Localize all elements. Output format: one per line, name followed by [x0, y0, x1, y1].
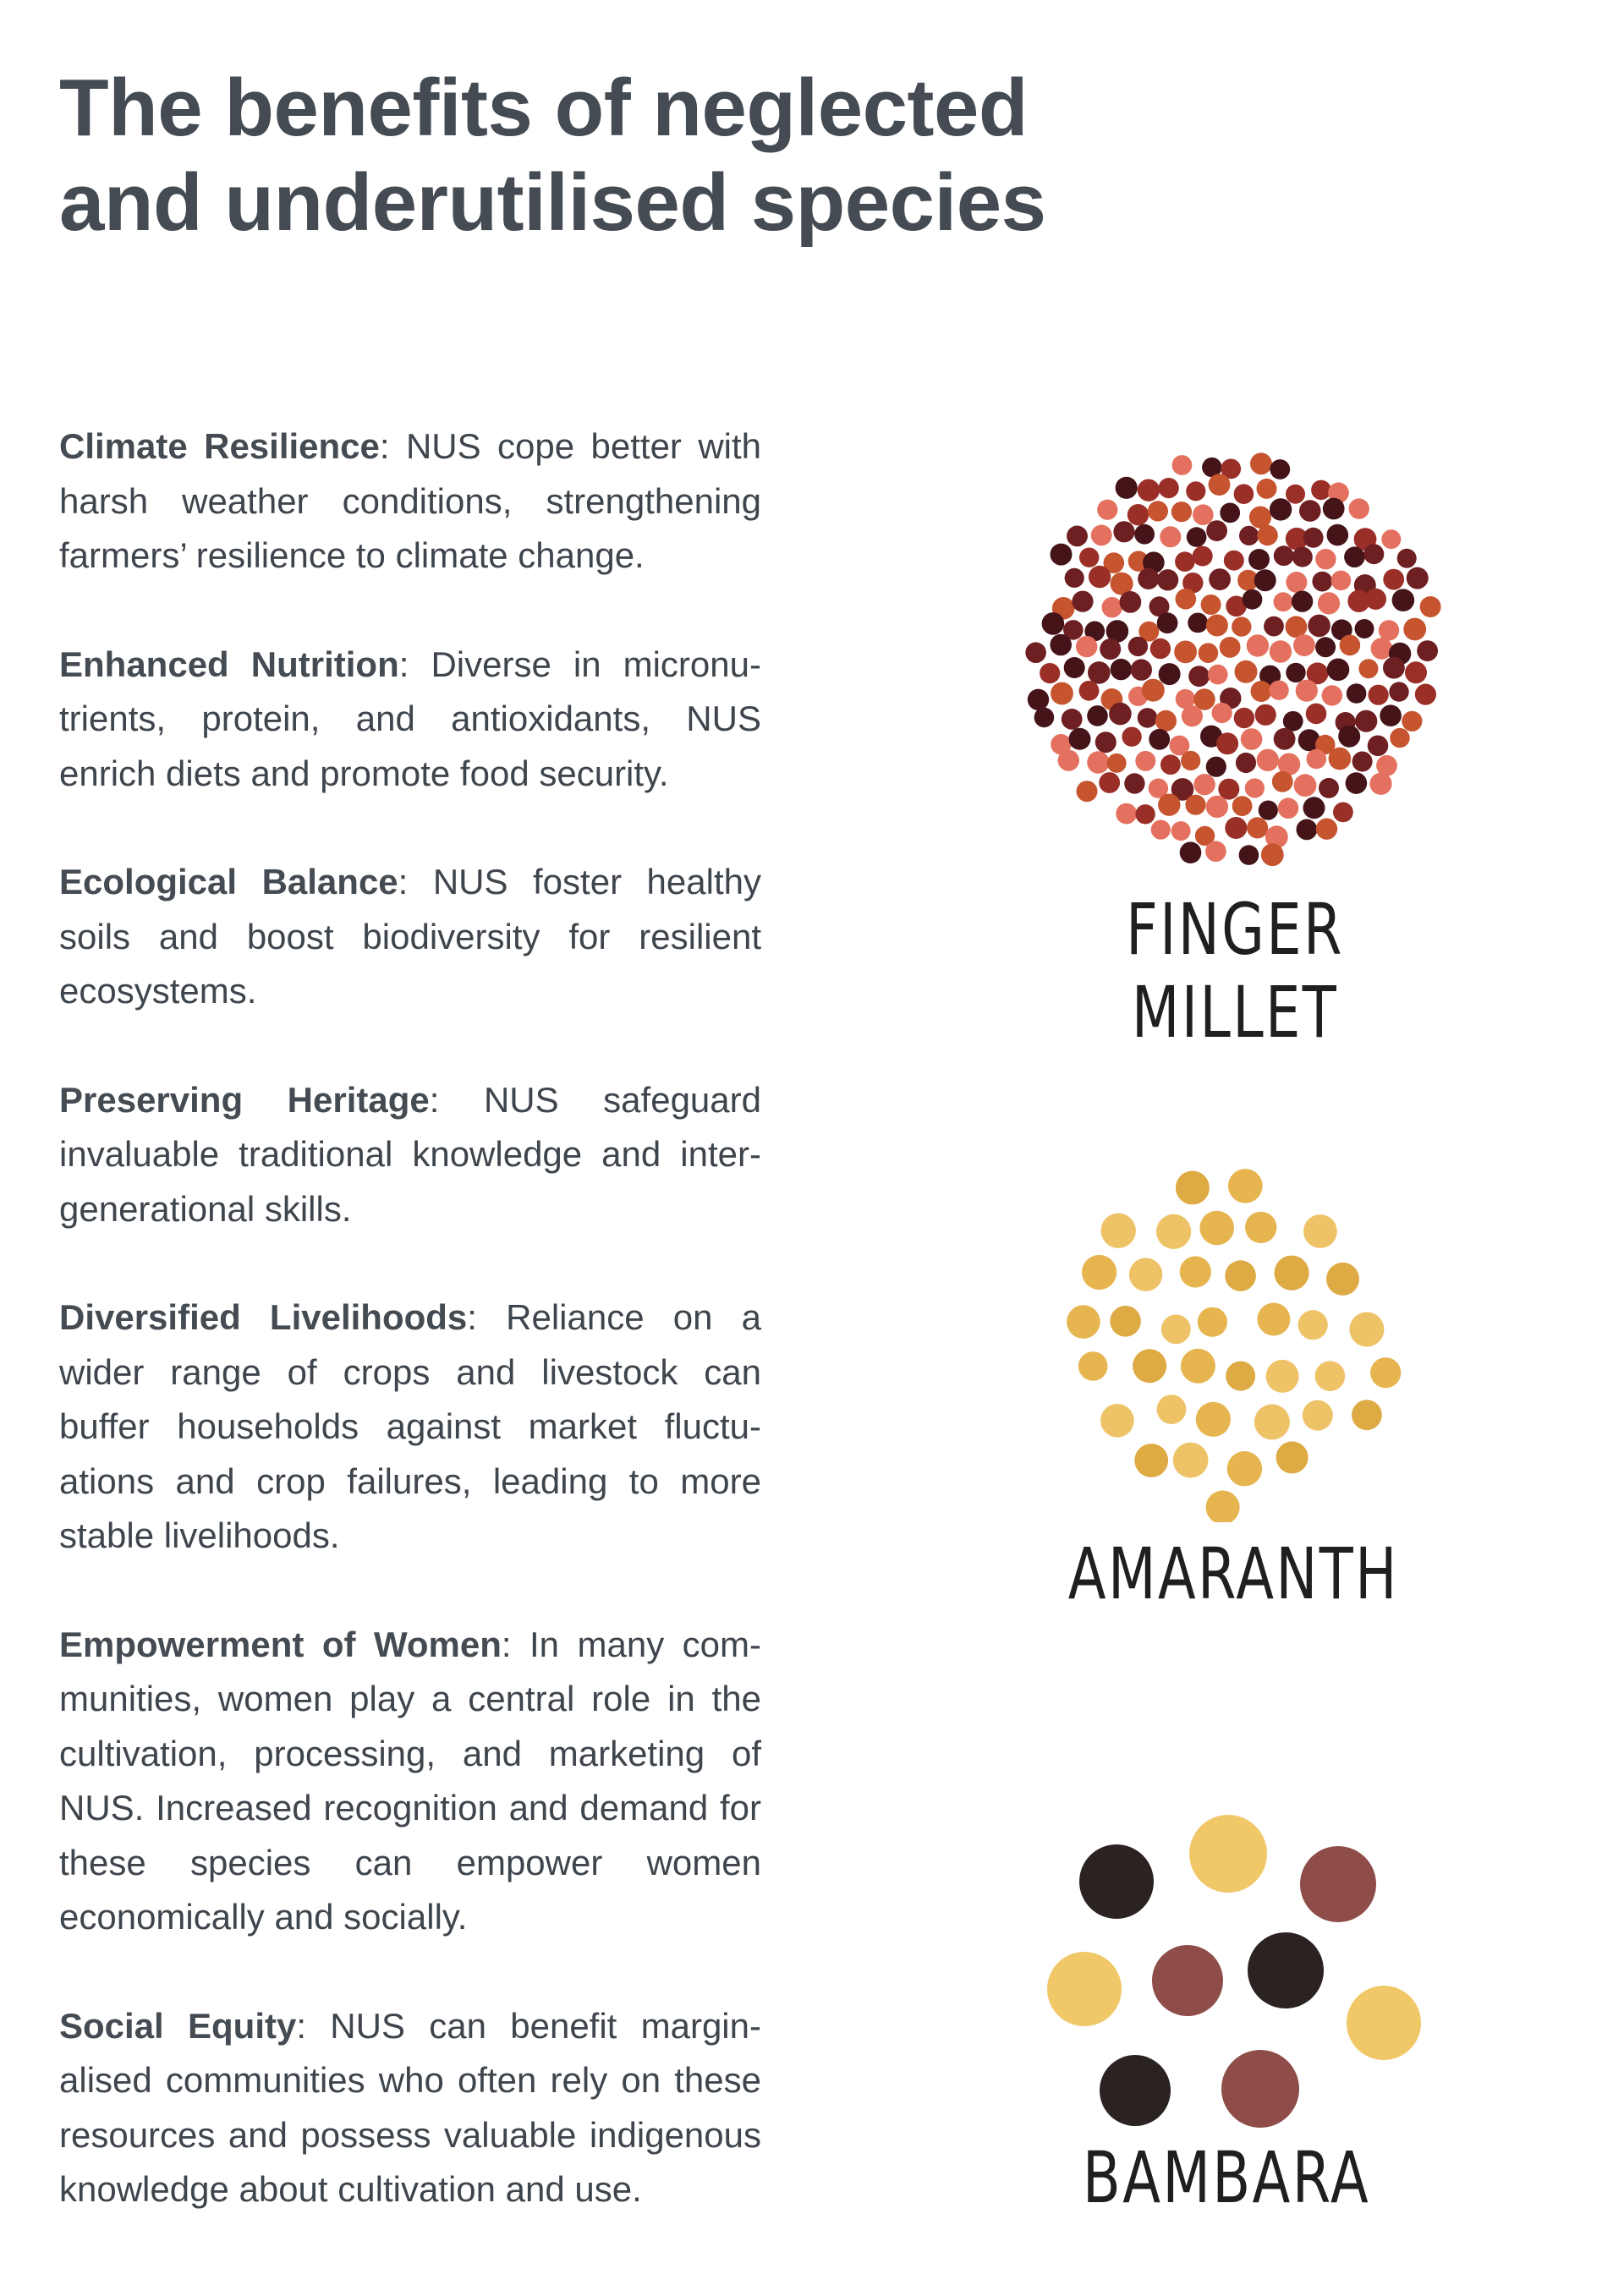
millet-seed [1193, 546, 1213, 567]
crop-label-finger-millet: FINGER MILLET [1126, 888, 1344, 1054]
bambara-bean [1221, 2050, 1299, 2128]
millet-seed [1102, 597, 1122, 617]
amaranth-seed [1315, 1361, 1346, 1391]
millet-seed [1257, 525, 1277, 545]
finger-millet-seeds-illustration [998, 440, 1472, 879]
millet-seed [1333, 803, 1353, 823]
amaranth-seed [1228, 1169, 1263, 1203]
millet-seed [1051, 544, 1073, 566]
millet-seed [1079, 681, 1100, 701]
bambara-beans-illustration [1032, 1801, 1421, 2131]
millet-seed [1296, 680, 1318, 702]
millet-seed [1380, 704, 1402, 726]
bambara-bean [1079, 1844, 1154, 1919]
benefit-preserving-heritage [59, 1073, 761, 1237]
millet-seed [1319, 778, 1339, 798]
millet-seed [1186, 481, 1205, 501]
amaranth-seed [1161, 1314, 1191, 1344]
millet-seed [1278, 797, 1299, 819]
amaranth-seed [1100, 1404, 1134, 1438]
millet-seed [1158, 794, 1180, 816]
millet-seed [1417, 640, 1438, 661]
millet-seed [1365, 589, 1386, 610]
millet-seed [1323, 498, 1345, 520]
millet-seed [1148, 501, 1168, 521]
millet-seed [1201, 595, 1221, 615]
bambara-bean [1347, 1986, 1421, 2060]
millet-seed [1160, 526, 1181, 547]
millet-seed [1088, 661, 1111, 684]
millet-seed [1303, 528, 1324, 548]
millet-seed [1065, 568, 1084, 588]
millet-seed [1415, 684, 1436, 705]
millet-seed [1188, 613, 1208, 633]
millet-seed [1155, 710, 1177, 732]
millet-seed [1245, 778, 1265, 797]
millet-seed [1235, 660, 1258, 683]
millet-seed [1151, 820, 1171, 840]
millet-seed [1286, 485, 1305, 504]
millet-seed [1193, 504, 1214, 525]
millet-seed [1243, 589, 1263, 610]
crop-amaranth [1023, 1167, 1429, 1615]
crop-finger-millet [998, 440, 1472, 1054]
millet-seed [1407, 567, 1429, 589]
millet-seed [1122, 727, 1141, 747]
benefit-heading: Climate Resilience [59, 426, 380, 466]
millet-seed [1329, 748, 1352, 770]
millet-seed [1138, 568, 1159, 589]
millet-seed [1294, 774, 1317, 797]
amaranth-seed [1370, 1357, 1401, 1388]
millet-seed [1128, 637, 1148, 656]
millet-seed [1180, 841, 1202, 863]
millet-seed [1100, 638, 1121, 660]
bambara-bean [1100, 2055, 1171, 2126]
millet-seed [1069, 728, 1091, 750]
amaranth-seed [1101, 1214, 1136, 1248]
benefit-heading: Ecological Balance [59, 862, 398, 901]
millet-seed [1368, 736, 1389, 757]
millet-seed [1402, 711, 1422, 732]
amaranth-seed [1133, 1349, 1166, 1383]
millet-seed [1269, 681, 1288, 700]
amaranth-seed [1303, 1400, 1333, 1431]
amaranth-seed [1173, 1443, 1209, 1478]
millet-seed [1346, 772, 1368, 794]
millet-seed [1127, 504, 1149, 525]
millet-seed [1299, 500, 1321, 522]
millet-seed [1107, 753, 1127, 773]
amaranth-seed [1276, 1441, 1309, 1473]
amaranth-seed [1275, 1256, 1309, 1290]
millet-seed [1331, 571, 1352, 591]
millet-seed [1239, 526, 1259, 545]
amaranth-seed [1245, 1212, 1276, 1243]
crop-label-amaranth: AMARANTH [1067, 1532, 1399, 1615]
millet-seed [1209, 568, 1231, 590]
millet-seed [1355, 619, 1374, 638]
millet-seed [1076, 636, 1097, 657]
millet-seed [1149, 729, 1170, 750]
millet-seed [1206, 520, 1227, 541]
millet-seed [1095, 732, 1116, 753]
millet-seed [1257, 749, 1279, 771]
millet-seed [1308, 615, 1330, 638]
millet-seed [1248, 549, 1270, 570]
millet-seed [1124, 773, 1144, 793]
millet-seed [1157, 612, 1178, 633]
millet-seed [1172, 455, 1193, 475]
millet-seed [1349, 498, 1369, 518]
millet-seed [1272, 771, 1293, 792]
millet-seed [1206, 796, 1228, 818]
amaranth-seed [1067, 1305, 1100, 1339]
millet-seed [1270, 459, 1290, 479]
millet-seed [1292, 591, 1313, 612]
amaranth-seed [1352, 1400, 1382, 1430]
millet-seed [1261, 843, 1284, 866]
millet-seed [1028, 689, 1049, 710]
millet-seed [1120, 591, 1142, 613]
millet-seed [1292, 547, 1313, 567]
millet-seed [1358, 659, 1378, 678]
millet-seed [1131, 659, 1152, 680]
millet-seed [1241, 728, 1263, 750]
benefit-text: : Diverse in micronu-trients, protein, and antioxidants, NUS enrich diets and promote food security. [59, 644, 761, 793]
millet-seed [1315, 637, 1336, 657]
bambara-bean [1300, 1846, 1376, 1922]
millet-seed [1264, 616, 1284, 637]
millet-seed [1062, 709, 1083, 730]
amaranth-seed [1254, 1405, 1290, 1440]
millet-seed [1077, 781, 1098, 802]
millet-seed [1174, 641, 1197, 664]
millet-seed [1239, 845, 1259, 865]
millet-seed [1067, 526, 1088, 547]
millet-seed [1234, 484, 1254, 504]
amaranth-seed [1266, 1360, 1299, 1393]
millet-seed [1135, 804, 1155, 824]
millet-seed [1142, 679, 1165, 702]
benefit-text: : NUS foster healthy soils and boost biodiversity for resilient ecosystems. [59, 862, 761, 1011]
millet-seed [1316, 819, 1337, 840]
benefit-heading: Preserving Heritage [59, 1079, 430, 1120]
millet-seed [1327, 659, 1350, 682]
millet-seed [1311, 480, 1331, 501]
millet-seed [1171, 501, 1192, 522]
millet-seed [1369, 685, 1389, 705]
amaranth-seed [1226, 1362, 1255, 1391]
amaranth-seed [1196, 1402, 1231, 1437]
millet-seed [1307, 749, 1327, 770]
millet-seed [1138, 479, 1160, 501]
millet-seed [1175, 551, 1195, 572]
millet-seed [1327, 524, 1349, 546]
amaranth-seed [1303, 1214, 1337, 1248]
millet-seed [1224, 551, 1244, 571]
millet-seed [1160, 754, 1181, 775]
millet-seed [1420, 596, 1441, 617]
millet-seed [1182, 705, 1203, 726]
millet-seed [1050, 634, 1072, 656]
millet-seed [1274, 545, 1294, 566]
millet-seed [1297, 819, 1318, 841]
benefit-heading: Diversified Livelihoods [59, 1297, 468, 1337]
millet-seed [1116, 477, 1138, 499]
millet-seed [1025, 642, 1046, 663]
millet-seed [1042, 612, 1065, 635]
millet-seed [1199, 643, 1219, 663]
bambara-bean [1152, 1945, 1223, 2016]
millet-seed [1381, 529, 1401, 549]
millet-seed [1250, 452, 1272, 474]
millet-seed [1322, 685, 1342, 705]
millet-seed [1040, 663, 1060, 683]
millet-seed [1286, 663, 1305, 682]
millet-seed [1259, 801, 1278, 820]
millet-seed [1392, 589, 1415, 611]
amaranth-seed [1199, 1211, 1234, 1246]
millet-seed [1135, 751, 1155, 771]
amaranth-seed [1082, 1255, 1116, 1290]
millet-seed [1134, 524, 1155, 545]
amaranth-seed [1129, 1258, 1162, 1291]
benefit-empowerment-of-women [59, 1618, 761, 1945]
millet-seed [1369, 773, 1391, 795]
millet-seed [1089, 566, 1111, 588]
millet-seed [1379, 620, 1399, 640]
millet-seed [1034, 708, 1055, 728]
millet-seed [1312, 572, 1332, 592]
amaranth-seed [1110, 1306, 1141, 1337]
millet-seed [1274, 728, 1296, 750]
amaranth-seed [1326, 1263, 1359, 1296]
amaranth-seed [1349, 1312, 1384, 1347]
benefits-list [59, 419, 761, 2271]
millet-seed [1220, 637, 1241, 658]
page-title [59, 61, 1159, 250]
millet-seed [1306, 704, 1327, 725]
millet-seed [1206, 757, 1226, 777]
millet-seed [1234, 708, 1254, 728]
millet-seed [1113, 521, 1134, 542]
millet-seed [1274, 592, 1293, 611]
amaranth-seed [1181, 1349, 1215, 1384]
benefit-diversified-livelihoods [59, 1290, 761, 1564]
crop-bambara [1032, 1801, 1421, 2219]
millet-seed [1079, 548, 1099, 567]
millet-seed [1286, 572, 1307, 593]
amaranth-seed [1078, 1351, 1108, 1381]
millet-seed [1254, 569, 1276, 591]
millet-seed [1150, 638, 1171, 659]
millet-seed [1352, 752, 1373, 772]
millet-seed [1405, 661, 1427, 683]
title-line-2: and underutilised species [59, 157, 1046, 248]
millet-seed [1216, 732, 1238, 754]
millet-seed [1236, 753, 1256, 773]
millet-seed [1159, 478, 1179, 498]
millet-seed [1303, 797, 1325, 819]
benefit-heading: Social Equity [59, 2005, 297, 2046]
amaranth-seed [1157, 1395, 1187, 1424]
millet-seed [1247, 634, 1269, 656]
amaranth-seed [1176, 1171, 1210, 1205]
benefit-enhanced-nutrition [59, 638, 761, 802]
benefit-heading: Enhanced Nutrition [59, 644, 399, 684]
millet-seed [1209, 474, 1231, 496]
millet-seed [1193, 774, 1215, 795]
millet-seed [1171, 821, 1191, 841]
millet-seed [1157, 569, 1178, 590]
millet-seed [1225, 817, 1247, 839]
millet-seed [1138, 708, 1158, 728]
millet-seed [1058, 750, 1079, 771]
millet-seed [1270, 498, 1292, 520]
amaranth-seed [1134, 1444, 1168, 1477]
millet-seed [1344, 546, 1365, 567]
millet-seed [1249, 507, 1271, 529]
benefit-text: : Reliance on a wider range of crops and livestock can buffer households against market fluctu-ations and crop failures, leading to more stable livelihoods. [59, 1297, 761, 1555]
millet-seed [1340, 635, 1361, 656]
millet-seed [1318, 592, 1340, 614]
millet-seed [1188, 666, 1210, 687]
bambara-bean [1248, 1932, 1324, 2008]
benefit-climate-resilience [59, 419, 761, 584]
millet-seed [1116, 803, 1137, 825]
millet-seed [1315, 549, 1336, 569]
millet-seed [1072, 591, 1093, 612]
millet-seed [1389, 682, 1408, 701]
millet-seed [1111, 659, 1132, 680]
millet-seed [1220, 503, 1240, 523]
amaranth-seed [1180, 1256, 1211, 1287]
bambara-bean [1047, 1952, 1122, 2026]
title-line-1: The benefits of neglected [59, 63, 1028, 153]
millet-seed [1255, 704, 1276, 726]
millet-seed [1232, 796, 1253, 816]
millet-seed [1293, 634, 1315, 656]
millet-seed [1205, 841, 1226, 862]
millet-seed [1355, 710, 1377, 732]
millet-seed [1099, 772, 1120, 793]
millet-seed [1270, 640, 1292, 662]
millet-seed [1181, 751, 1200, 770]
amaranth-seed [1257, 1303, 1290, 1336]
millet-seed [1097, 500, 1117, 520]
millet-seed [1051, 682, 1073, 705]
amaranth-seed [1198, 1307, 1227, 1337]
amaranth-seed [1156, 1214, 1191, 1249]
millet-seed [1363, 544, 1384, 564]
crop-label-bambara: BAMBARA [1082, 2136, 1371, 2219]
benefit-social-equity [59, 1999, 761, 2217]
millet-seed [1232, 616, 1251, 636]
amaranth-seed [1227, 1451, 1262, 1486]
millet-seed [1347, 683, 1367, 704]
amaranth-seeds-illustration [1023, 1167, 1429, 1522]
benefit-text: : In many com-munities, women play a central role in the cultivation, processing, and marketing of NUS. Increased recognition and demand for these species can empower women economically and socially. [59, 1624, 761, 1937]
millet-seed [1247, 817, 1268, 838]
millet-seed [1251, 681, 1272, 702]
millet-seed [1403, 618, 1426, 641]
millet-seed [1064, 657, 1085, 678]
millet-seed [1212, 703, 1232, 723]
millet-seed [1390, 728, 1409, 748]
millet-seed [1109, 703, 1132, 726]
millet-seed [1176, 589, 1197, 610]
millet-seed [1257, 479, 1277, 499]
millet-seed [1383, 569, 1404, 590]
bambara-bean [1189, 1815, 1267, 1893]
benefit-text: : NUS cope better with harsh weather conditions, strengthening farmers’ resilience to climate change. [59, 426, 762, 575]
millet-seed [1087, 705, 1108, 726]
benefit-text: : NUS can benefit margin-alised communities who often rely on these resources and possess valuable indigenous knowledge about cultivation and use. [59, 2005, 761, 2209]
millet-seed [1091, 525, 1112, 546]
benefit-text: : NUS safeguard invaluable traditional knowledge and inter-generational skills. [59, 1079, 761, 1229]
millet-seed [1187, 527, 1207, 547]
millet-seed [1206, 615, 1228, 637]
millet-seed [1338, 726, 1360, 748]
millet-seed [1159, 663, 1181, 685]
benefit-heading: Empowerment of Women [59, 1624, 502, 1664]
benefit-ecological-balance [59, 855, 761, 1019]
millet-seed [1397, 549, 1417, 568]
millet-seed [1185, 795, 1205, 815]
amaranth-seed [1298, 1310, 1328, 1340]
millet-seed [1087, 751, 1109, 773]
millet-seed [1208, 665, 1228, 685]
millet-seed [1383, 657, 1405, 679]
amaranth-seed [1206, 1491, 1240, 1523]
amaranth-seed [1225, 1260, 1256, 1291]
